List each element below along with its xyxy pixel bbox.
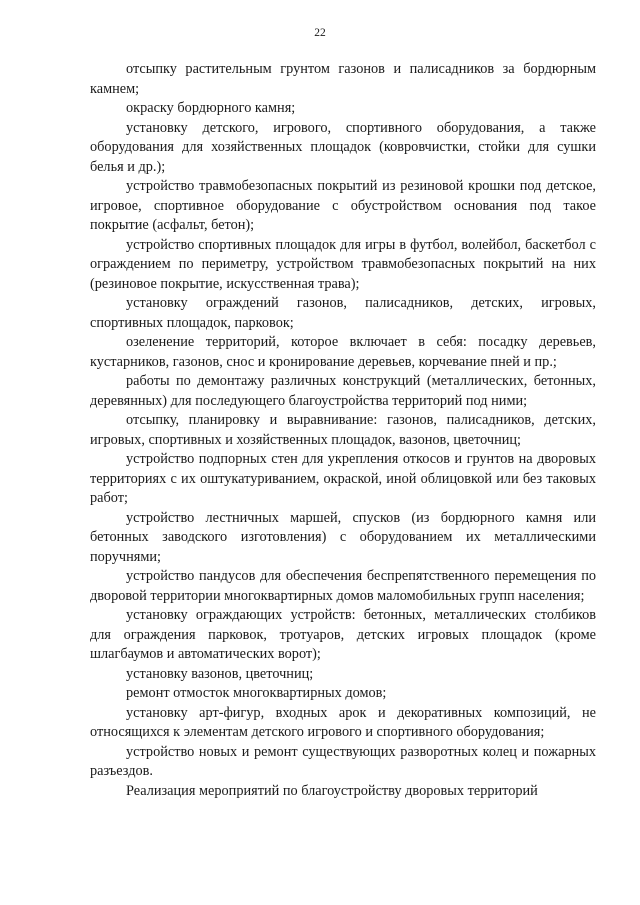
paragraph: устройство травмобезопасных покрытий из резиновой крошки под детское, игровое, спортивное оборудование с обустройством основания под такое покрытие (асфальт, бетон); [90, 178, 596, 233]
document-body [90, 60, 596, 801]
paragraph: установку арт-фигур, входных арок и декоративных композиций, не относящихся к элементам детского игрового и спортивного оборудования; [90, 704, 596, 740]
paragraph: устройство пандусов для обеспечения беспрепятственного перемещения по дворовой территории многоквартирных домов маломобильных групп населения; [90, 568, 596, 604]
paragraph: работы по демонтажу различных конструкций (металлических, бетонных, деревянных) для последующего благоустройства территорий под ними; [90, 373, 596, 409]
paragraph: устройство новых и ремонт существующих разворотных колец и пожарных разъездов. [90, 743, 596, 779]
paragraph: озеленение территорий, которое включает в себя: посадку деревьев, кустарников, газонов, снос и кронирование деревьев, корчевание пней и пр.; [90, 334, 596, 370]
paragraph: установку ограждающих устройств: бетонных, металлических столбиков для ограждения парковок, тротуаров, детских игровых площадок (кроме шлагбаумов и автоматических ворот); [90, 607, 596, 662]
paragraph: отсыпку растительным грунтом газонов и палисадников за бордюрным камнем; [90, 61, 596, 97]
paragraph: Реализация мероприятий по благоустройству дворовых территорий [126, 782, 538, 799]
paragraph: установку детского, игрового, спортивного оборудования, а также оборудования для хозяйственных площадок (ковровчистки, стойки для сушки белья и др.); [90, 119, 596, 175]
paragraph: отсыпку, планировку и выравнивание: газонов, палисадников, детских, игровых, спортивных и хозяйственных площадок, вазонов, цветочниц; [90, 412, 596, 448]
paragraph: окраску бордюрного камня; [126, 100, 296, 116]
page-number: 22 [314, 27, 326, 39]
paragraph: ремонт отмосток многоквартирных домов; [126, 685, 387, 701]
paragraph: устройство подпорных стен для укрепления откосов и грунтов на дворовых территориях с их оштукатуриванием, окраской, иной облицовкой или без таковых работ; [90, 451, 596, 506]
paragraph: установку вазонов, цветочниц; [126, 665, 314, 682]
paragraph: устройство спортивных площадок для игры в футбол, волейбол, баскетбол с ограждением по периметру, устройством травмобезопасных покрытий на них (резиновое покрытие, искусственная трава); [90, 236, 596, 292]
paragraph: устройство лестничных маршей, спусков (из бордюрного камня или бетонных заводского изготовления) с оборудованием их металлическими поручнями; [90, 509, 596, 565]
paragraph: установку ограждений газонов, палисадников, детских, игровых, спортивных площадок, парковок; [90, 295, 596, 331]
